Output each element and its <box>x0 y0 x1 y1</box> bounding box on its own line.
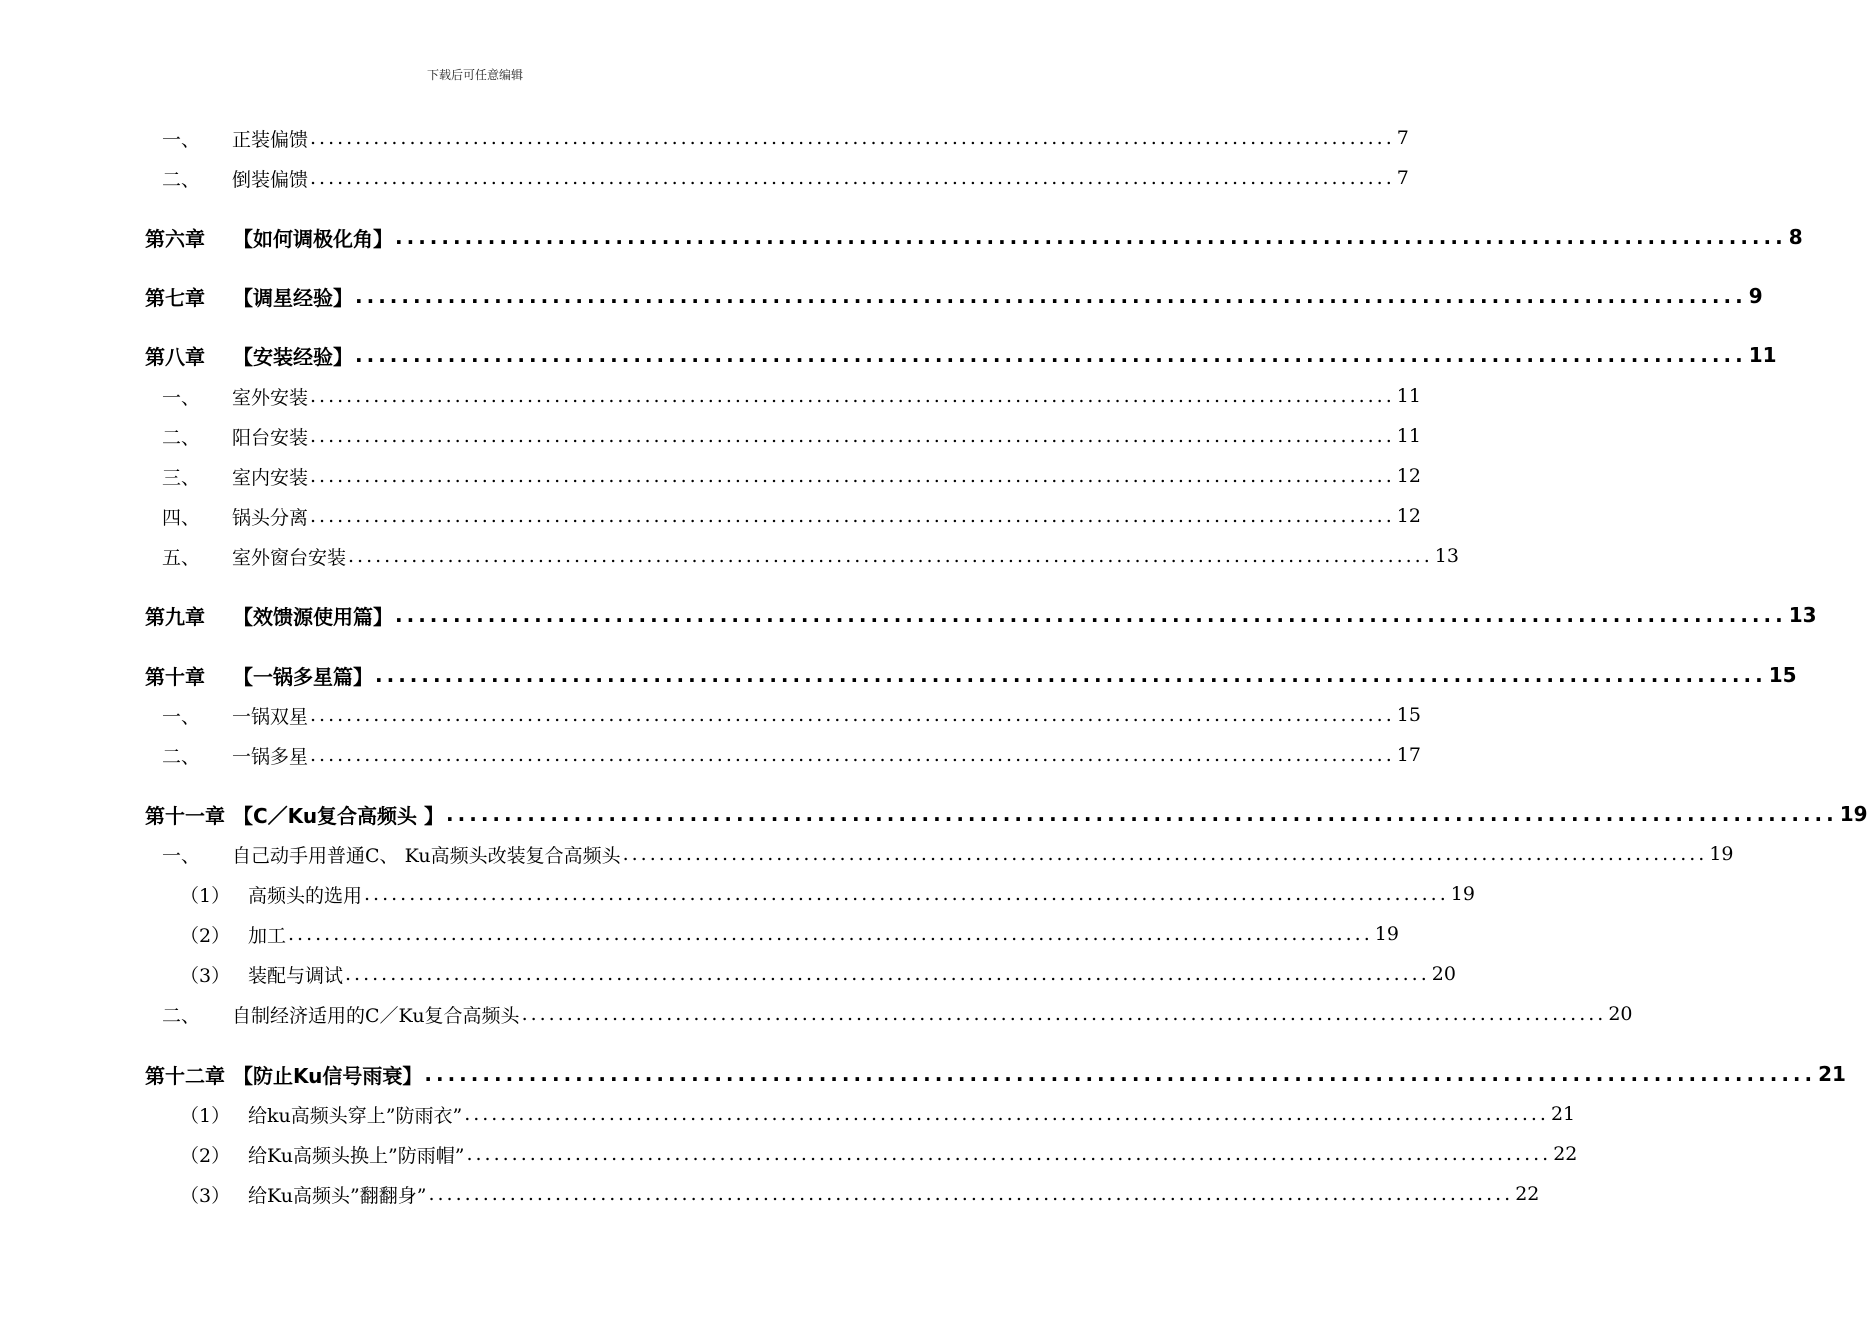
toc-entry-chapter <box>145 600 1817 630</box>
toc-entry-title: 【效馈源使用篇】 <box>233 604 393 629</box>
toc-entry-title: 【防止Ku信号雨衰】 <box>233 1063 423 1088</box>
toc-entry-page-number: 22 <box>1515 1183 1540 1205</box>
toc-entry-number: （1） <box>180 884 231 907</box>
toc-entry-chapter <box>145 660 1797 690</box>
toc-dot-leader: ........................................................................................................................ <box>466 1143 1552 1165</box>
toc-entry-page-number: 15 <box>1768 663 1797 687</box>
toc-entry-section <box>162 461 1421 491</box>
toc-dot-leader: ........................................................................................................................ <box>310 167 1395 189</box>
toc-entry-subsection <box>180 1139 1578 1169</box>
toc-entry-title: 加工 <box>248 924 287 947</box>
toc-entry-page-number: 15 <box>1396 704 1421 726</box>
toc-entry-title: 给Ku高频头”翻翻身” <box>248 1184 427 1207</box>
toc-entry-chapter <box>145 281 1763 311</box>
toc-entry-subsection <box>180 879 1475 909</box>
toc-entry-number: 第七章 <box>145 285 205 310</box>
toc-entry-title: 阳台安装 <box>232 426 309 449</box>
toc-entry-number: 二、 <box>162 745 201 768</box>
toc-entry-chapter <box>145 1059 1846 1089</box>
toc-entry-section <box>162 163 1409 193</box>
toc-dot-leader: ........................................................................................................................ <box>310 744 1395 766</box>
toc-entry-number: 二、 <box>162 168 201 191</box>
toc-entry-section <box>162 541 1459 571</box>
toc-entry-subsection <box>180 1179 1540 1209</box>
toc-entry-page-number: 8 <box>1788 225 1803 249</box>
toc-dot-leader: ........................................................................................................................ <box>310 425 1395 447</box>
toc-entry-title: 【调星经验】 <box>233 285 353 310</box>
toc-dot-leader: ........................................................................................................................ <box>622 843 1708 865</box>
toc-dot-leader: ........................................................................................................................ <box>348 545 1433 567</box>
toc-entry-page-number: 13 <box>1434 545 1459 567</box>
toc-entry-chapter <box>145 340 1777 370</box>
toc-entry-section <box>162 123 1409 153</box>
toc-entry-number: 第十章 <box>145 664 205 689</box>
toc-entry-page-number: 11 <box>1396 425 1421 447</box>
toc-entry-number: （1） <box>180 1104 231 1127</box>
toc-entry-number: 一、 <box>162 844 201 867</box>
toc-entry-section <box>162 740 1421 770</box>
toc-entry-page-number: 20 <box>1608 1003 1633 1025</box>
toc-entry-page-number: 19 <box>1374 923 1399 945</box>
toc-entry-page-number: 20 <box>1431 963 1456 985</box>
toc-entry-number: 二、 <box>162 426 201 449</box>
toc-entry-title: 室外窗台安装 <box>232 546 347 569</box>
toc-dot-leader: ........................................................................................................................ <box>310 127 1395 149</box>
toc-dot-leader: ........................................................................................................................ <box>364 883 1449 905</box>
toc-entry-page-number: 12 <box>1396 465 1421 487</box>
toc-entry-number: 第十二章 <box>145 1063 225 1088</box>
toc-entry-page-number: 7 <box>1396 127 1409 149</box>
toc-entry-page-number: 22 <box>1553 1143 1578 1165</box>
toc-entry-number: 一、 <box>162 705 201 728</box>
toc-dot-leader: ........................................................................................................................ <box>424 1062 1817 1086</box>
toc-dot-leader: ........................................................................................................................ <box>446 802 1838 826</box>
toc-dot-leader: ........................................................................................................................ <box>310 505 1395 527</box>
toc-entry-title: 高频头的选用 <box>248 884 363 907</box>
toc-entry-number: 第十一章 <box>145 803 225 828</box>
toc-entry-number: 一、 <box>162 128 201 151</box>
toc-entry-page-number: 19 <box>1839 802 1868 826</box>
toc-entry-page-number: 21 <box>1550 1103 1576 1125</box>
toc-entry-number: （3） <box>180 964 231 987</box>
toc-entry-number: （3） <box>180 1184 231 1207</box>
toc-entry-title: 倒装偏馈 <box>232 168 309 191</box>
toc-entry-chapter <box>145 799 1868 829</box>
toc-entry-page-number: 19 <box>1709 843 1734 865</box>
toc-entry-page-number: 11 <box>1748 343 1777 367</box>
toc-entry-title: 锅头分离 <box>232 506 309 529</box>
toc-entry-number: 五、 <box>162 546 201 569</box>
toc-entry-chapter <box>145 222 1803 252</box>
toc-entry-title: 一锅多星 <box>232 745 309 768</box>
toc-entry-title: 【安装经验】 <box>233 344 353 369</box>
toc-entry-number: （2） <box>180 924 231 947</box>
toc-entry-page-number: 12 <box>1396 505 1421 527</box>
toc-entry-title: 一锅双星 <box>232 705 309 728</box>
toc-entry-page-number: 17 <box>1396 744 1421 766</box>
toc-entry-number: 三、 <box>162 466 201 489</box>
toc-entry-number: 一、 <box>162 386 201 409</box>
toc-entry-section <box>162 381 1421 411</box>
toc-entry-number: 第九章 <box>145 604 205 629</box>
toc-entry-section <box>162 999 1633 1029</box>
toc-dot-leader: ........................................................................................................................ <box>375 663 1767 687</box>
toc-entry-title: 正装偏馈 <box>232 128 309 151</box>
toc-entry-section <box>162 421 1421 451</box>
toc-dot-leader: ........................................................................................................................ <box>395 603 1787 627</box>
toc-dot-leader: ........................................................................................................................ <box>464 1103 1549 1125</box>
toc-entry-title: 装配与调试 <box>248 964 344 987</box>
toc-entry-subsection <box>180 1099 1576 1129</box>
toc-entry-title: 【如何调极化角】 <box>233 226 393 251</box>
toc-dot-leader: ........................................................................................................................ <box>395 225 1787 249</box>
toc-entry-title: 给Ku高频头换上”防雨帽” <box>248 1144 465 1167</box>
toc-entry-number: 第八章 <box>145 344 205 369</box>
toc-entry-number: 第六章 <box>145 226 205 251</box>
toc-entry-page-number: 19 <box>1450 883 1475 905</box>
toc-dot-leader: ........................................................................................................................ <box>521 1003 1607 1025</box>
toc-dot-leader: ........................................................................................................................ <box>428 1183 1514 1205</box>
toc-entry-subsection <box>180 959 1456 989</box>
toc-entry-title: 自制经济适用的C／Ku复合高频头 <box>232 1004 520 1027</box>
toc-dot-leader: ........................................................................................................................ <box>288 923 1373 945</box>
toc-dot-leader: ........................................................................................................................ <box>355 343 1747 367</box>
toc-dot-leader: ........................................................................................................................ <box>345 963 1430 985</box>
toc-entry-title: 室外安装 <box>232 386 309 409</box>
toc-entry-subsection <box>180 919 1399 949</box>
toc-dot-leader: ........................................................................................................................ <box>355 284 1747 308</box>
toc-entry-title: 【C／Ku复合高频头 】 <box>233 803 445 828</box>
page-header: 下载后可任意编辑 <box>426 68 523 82</box>
toc-entry-title: 自己动手用普通C、 Ku高频头改装复合高频头 <box>232 844 621 867</box>
toc-entry-page-number: 9 <box>1748 284 1763 308</box>
toc-entry-page-number: 11 <box>1396 385 1421 407</box>
toc-entry-page-number: 7 <box>1396 167 1409 189</box>
toc-entry-page-number: 13 <box>1788 603 1817 627</box>
toc-dot-leader: ........................................................................................................................ <box>310 385 1395 407</box>
toc-dot-leader: ........................................................................................................................ <box>310 704 1395 726</box>
toc-dot-leader: ........................................................................................................................ <box>310 465 1395 487</box>
toc-entry-section <box>162 501 1421 531</box>
toc-entry-title: 给ku高频头穿上”防雨衣” <box>248 1104 463 1127</box>
toc-entry-section <box>162 700 1421 730</box>
toc-entry-title: 室内安装 <box>232 466 309 489</box>
toc-entry-title: 【一锅多星篇】 <box>233 664 373 689</box>
toc-entry-number: （2） <box>180 1144 231 1167</box>
toc-entry-number: 二、 <box>162 1004 201 1027</box>
toc-entry-page-number: 21 <box>1818 1062 1846 1086</box>
toc-entry-number: 四、 <box>162 506 201 529</box>
toc-entry-section <box>162 839 1734 869</box>
